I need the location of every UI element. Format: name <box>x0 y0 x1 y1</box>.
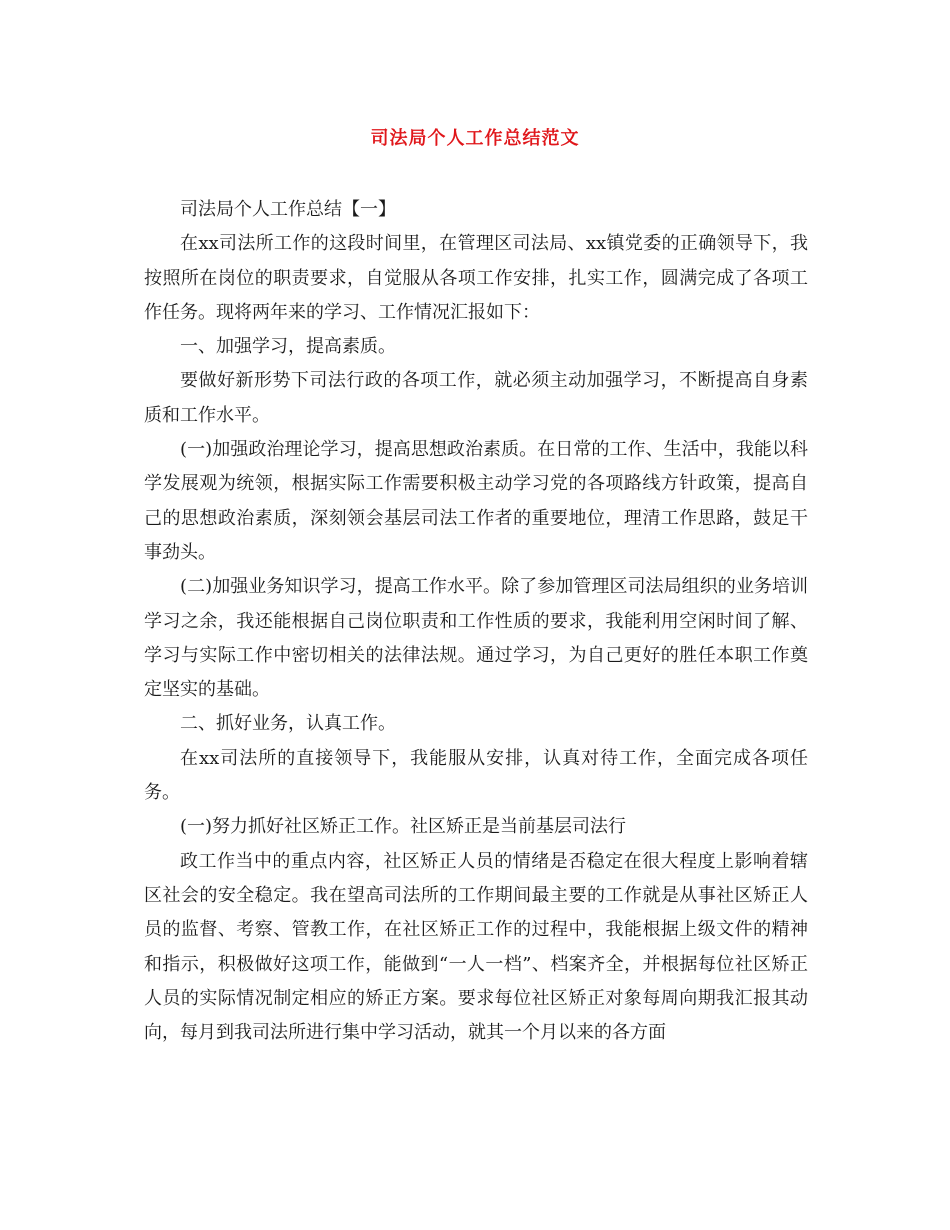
paragraph-intro: 在xx司法所工作的这段时间里，在管理区司法局、xx镇党委的正确领导下，我按照所在岗位的职责要求，自觉服从各项工作安排，扎实工作，圆满完成了各项工作任务。现将两年来的学习、工作情况汇报如下： <box>144 233 808 323</box>
document-body <box>144 193 808 1050</box>
paragraph-business: 在xx司法所的直接领导下，我能服从安排，认真对待工作，全面完成各项任务。 <box>144 747 808 804</box>
section-heading-one: 司法局个人工作总结【一】 <box>180 199 396 220</box>
heading-business: 二、抓好业务，认真工作。 <box>180 713 396 735</box>
document-title: 司法局个人工作总结范文 <box>370 128 580 149</box>
paragraph-business-study: (二)加强业务知识学习，提高工作水平。除了参加管理区司法局组织的业务培训学习之余，我还能根据自己岗位职责和工作性质的要求，我能利用空闲时间了解、学习与实际工作中密切相关的法律法规。通过学习，为自己更好的胜任本职工作奠定坚实的基础。 <box>144 576 808 701</box>
paragraph-community-correction: (一)努力抓好社区矫正工作。社区矫正是当前基层司法行 <box>180 816 627 838</box>
heading-study: 一、加强学习，提高素质。 <box>180 336 396 358</box>
paragraph-study: 要做好新形势下司法行政的各项工作，就必须主动加强学习，不断提高自身素质和工作水平。 <box>144 370 808 426</box>
paragraph-political-study: (一)加强政治理论学习，提高思想政治素质。在日常的工作、生活中，我能以科学发展观为统领，根据实际工作需要积极主动学习党的各项路线方针政策，提高自己的思想政治素质，深刻领会基层司法工作者的重要地位，理清工作思路，鼓足干事劲头。 <box>144 439 808 563</box>
paragraph-community-correction-cont: 政工作当中的重点内容，社区矫正人员的情绪是否稳定在很大程度上影响着辖区社会的安全稳定。我在望高司法所的工作期间最主要的工作就是从事社区矫正人员的监督、考察、管教工作，在社区矫正工作的过程中，我能根据上级文件的精神和指示，积极做好这项工作，能做到“一人一档”、档案齐全，并根据每位社区矫正人员的实际情况制定相应的矫正方案。要求每位社区矫正对象每周向期我汇报其动向，每月到我司法所进行集中学习活动，就其一个月以来的各方面 <box>144 850 808 1044</box>
